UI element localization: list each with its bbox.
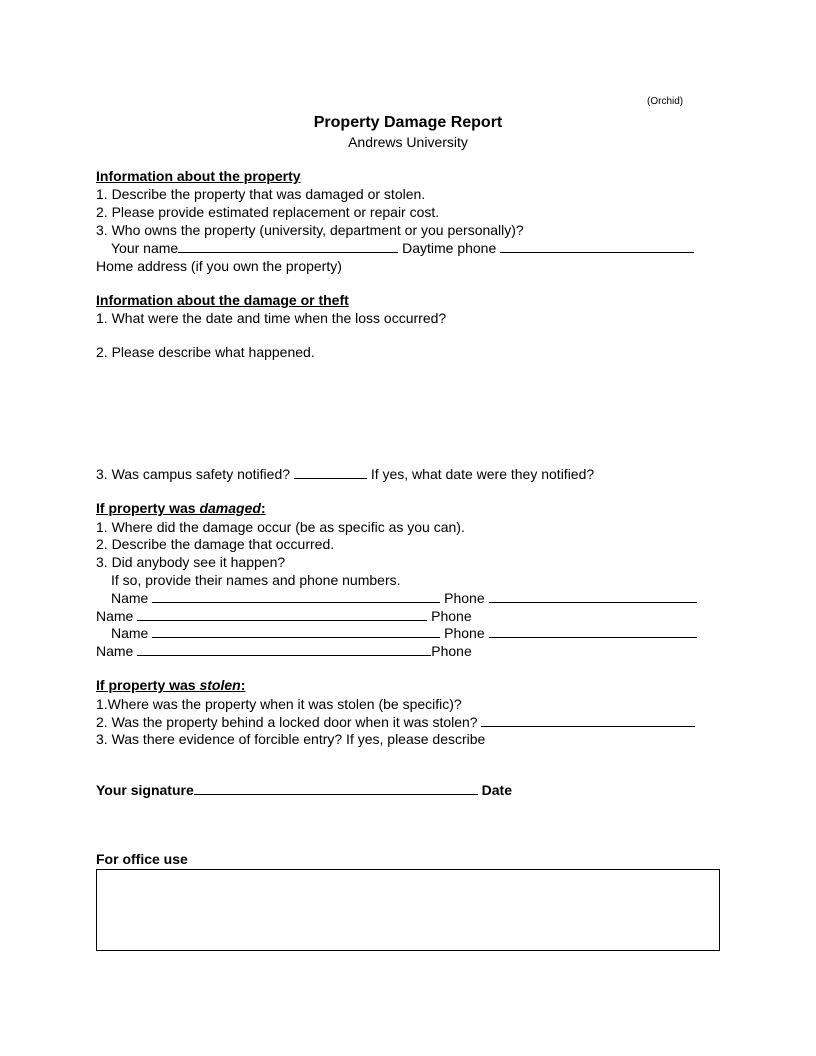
damaged-heading-emph: damaged	[199, 500, 261, 516]
witness-phone-label: Phone	[431, 643, 472, 659]
locked-door-field[interactable]	[481, 713, 695, 727]
damage-question-2: 2. Please describe what happened.	[96, 344, 315, 360]
witness-phone-label: Phone	[444, 625, 485, 641]
daytime-phone-label: Daytime phone	[402, 240, 497, 256]
witness-name-field[interactable]	[152, 624, 440, 638]
section-heading-property: Information about the property	[96, 168, 301, 184]
witness-phone-label: Phone	[444, 590, 485, 606]
stolen-question-1: 1.Where was the property when it was stolen (be specific)?	[96, 696, 462, 712]
damaged-heading-prefix: If property was	[96, 500, 200, 516]
witness-row	[111, 624, 697, 642]
signature-row	[96, 781, 512, 799]
damaged-question-1: 1. Where did the damage occur (be as specific as you can).	[96, 519, 465, 535]
daytime-phone-field[interactable]	[500, 239, 694, 253]
property-question-3: 3. Who owns the property (university, department or you personally)?	[96, 222, 524, 238]
witness-phone-label: Phone	[431, 608, 472, 624]
page-title: Property Damage Report	[313, 114, 503, 131]
damaged-question-3: 3. Did anybody see it happen?	[96, 554, 286, 570]
damaged-question-3-sub: If so, provide their names and phone numbers.	[111, 572, 401, 588]
stolen-heading-emph: stolen	[199, 677, 241, 693]
witness-name-label: Name	[96, 608, 134, 624]
witness-phone-field[interactable]	[489, 624, 697, 638]
witness-name-field[interactable]	[152, 589, 440, 603]
damage-question-1: 1. What were the date and time when the loss occurred?	[96, 310, 447, 326]
property-question-1: 1. Describe the property that was damaged or stolen.	[96, 186, 426, 202]
section-heading-stolen	[96, 676, 245, 694]
witness-name-label: Name	[111, 625, 149, 641]
date-label: Date	[481, 782, 513, 798]
witness-name-label: Name	[96, 643, 134, 659]
form-code: (Orchid)	[647, 96, 684, 107]
witness-row	[96, 607, 472, 625]
campus-safety-label: 3. Was campus safety notified?	[96, 466, 291, 482]
owner-row	[111, 239, 694, 257]
witness-row	[111, 589, 697, 607]
damaged-question-2: 2. Describe the damage that occurred.	[96, 536, 335, 552]
witness-name-label: Name	[111, 590, 149, 606]
signature-label: Your signature	[96, 782, 194, 798]
your-name-label: Your name	[111, 240, 179, 256]
witness-name-field[interactable]	[137, 642, 431, 656]
property-question-2: 2. Please provide estimated replacement or repair cost.	[96, 204, 440, 220]
section-heading-damage: Information about the damage or theft	[96, 292, 349, 308]
damage-question-3-row	[96, 465, 594, 483]
stolen-question-2: 2. Was the property behind a locked door when it was stolen?	[96, 714, 478, 730]
damaged-heading-suffix: :	[260, 500, 266, 516]
witness-row	[96, 642, 472, 660]
office-use-label: For office use	[96, 851, 188, 867]
stolen-heading-prefix: If property was	[96, 677, 200, 693]
section-heading-damaged	[96, 499, 266, 517]
notified-date-label: If yes, what date were they notified?	[370, 466, 595, 482]
witness-name-field[interactable]	[137, 607, 427, 621]
office-use-box[interactable]	[96, 869, 720, 951]
stolen-question-3: 3. Was there evidence of forcible entry? If yes, please describe	[96, 731, 486, 747]
witness-phone-field[interactable]	[489, 589, 697, 603]
your-name-field[interactable]	[178, 239, 398, 253]
campus-safety-field[interactable]	[294, 465, 367, 479]
stolen-question-2-row	[96, 713, 695, 731]
signature-field[interactable]	[194, 781, 478, 795]
stolen-heading-suffix: :	[240, 677, 246, 693]
page-subtitle: Andrews University	[348, 134, 468, 150]
home-address-label: Home address (if you own the property)	[96, 258, 342, 274]
